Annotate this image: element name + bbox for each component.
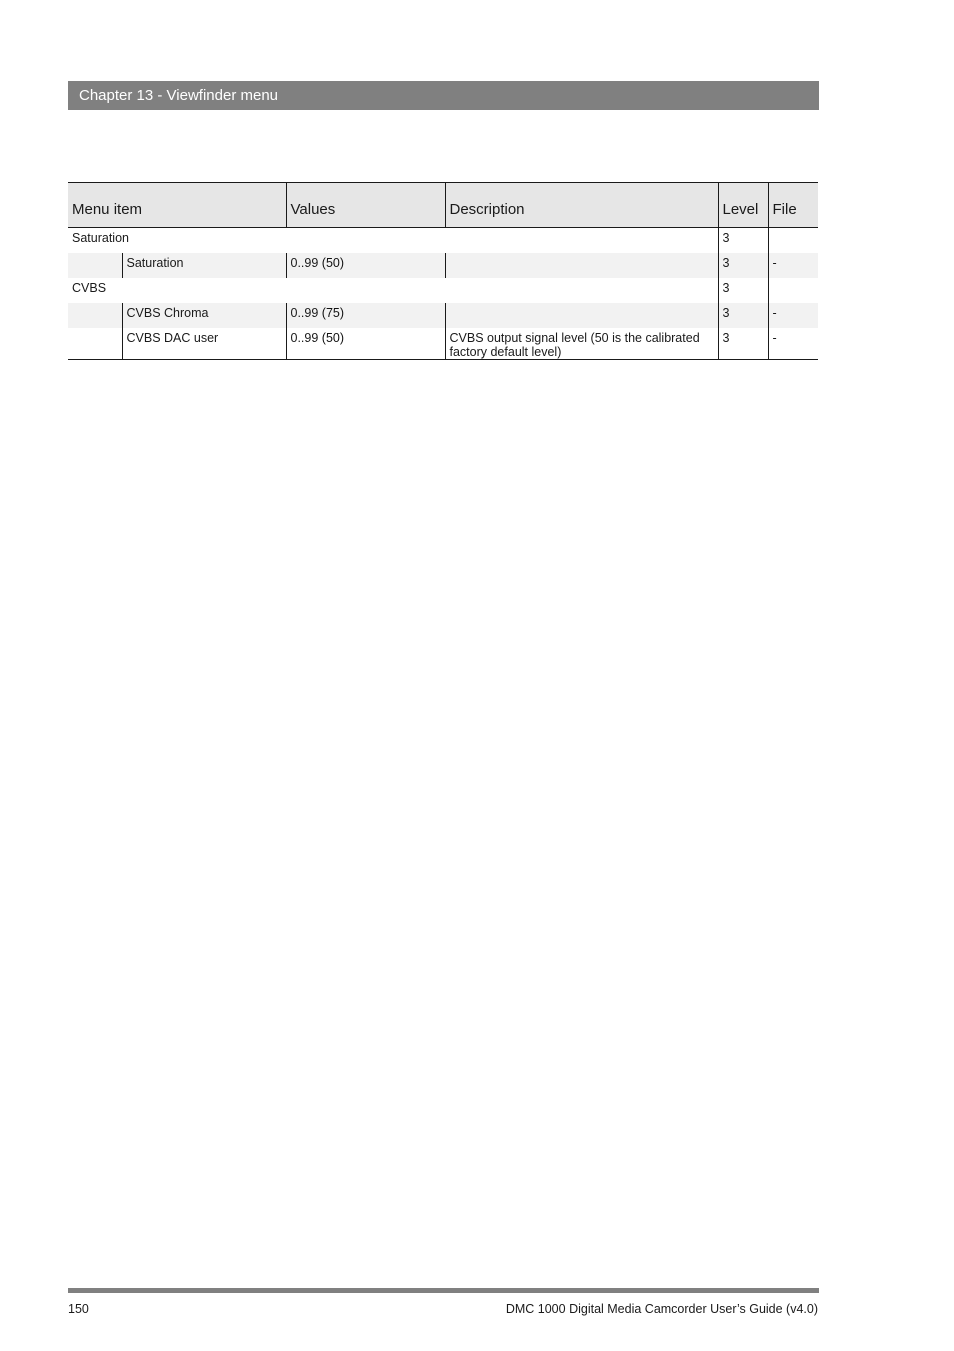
column-header-level: Level: [718, 183, 768, 228]
default-value: (50): [321, 330, 345, 345]
item-name: Saturation: [122, 253, 286, 278]
file-cell: -: [768, 303, 818, 328]
level-cell: 3: [718, 303, 768, 328]
file-cell: -: [768, 253, 818, 278]
column-header-menu-item: Menu item: [68, 183, 286, 228]
table-row: [68, 328, 818, 360]
default-value: (50): [321, 255, 345, 270]
values-cell: [286, 303, 445, 328]
description-cell: [445, 253, 718, 278]
menu-table: [68, 182, 818, 360]
level-cell: 3: [718, 278, 768, 303]
file-cell: -: [768, 328, 818, 360]
table-row: [68, 253, 818, 278]
file-cell: [768, 278, 818, 303]
chapter-title: Chapter 13 - Viewfinder menu: [79, 87, 278, 104]
value-range: 0..99: [290, 255, 319, 270]
file-cell: [768, 228, 818, 253]
document-title: DMC 1000 Digital Media Camcorder User’s Guide (v4.0): [505, 1302, 818, 1316]
item-name: CVBS Chroma: [122, 303, 286, 328]
value-range: 0..99: [290, 330, 319, 345]
table-row: [68, 303, 818, 328]
indent-cell: [68, 253, 122, 278]
footer-divider: [68, 1288, 819, 1293]
level-cell: 3: [718, 253, 768, 278]
level-cell: 3: [718, 328, 768, 360]
values-cell: [286, 328, 445, 360]
column-header-values: Values: [286, 183, 445, 228]
group-row-saturation: [68, 228, 818, 253]
description-cell: CVBS output signal level (50 is the calibrated factory default level): [445, 328, 718, 360]
indent-cell: [68, 328, 122, 360]
description-cell: [445, 303, 718, 328]
chapter-header: [68, 81, 819, 110]
level-cell: 3: [718, 228, 768, 253]
values-cell: [286, 253, 445, 278]
page-number: 150: [68, 1302, 89, 1316]
column-header-description: Description: [445, 183, 718, 228]
column-header-file: File: [768, 183, 818, 228]
group-row-cvbs: [68, 278, 818, 303]
item-name: CVBS DAC user: [122, 328, 286, 360]
table-header-row: [68, 183, 818, 228]
default-value: (75): [321, 305, 345, 320]
group-label: Saturation: [68, 228, 718, 253]
indent-cell: [68, 303, 122, 328]
value-range: 0..99: [290, 305, 319, 320]
group-label: CVBS: [68, 278, 718, 303]
